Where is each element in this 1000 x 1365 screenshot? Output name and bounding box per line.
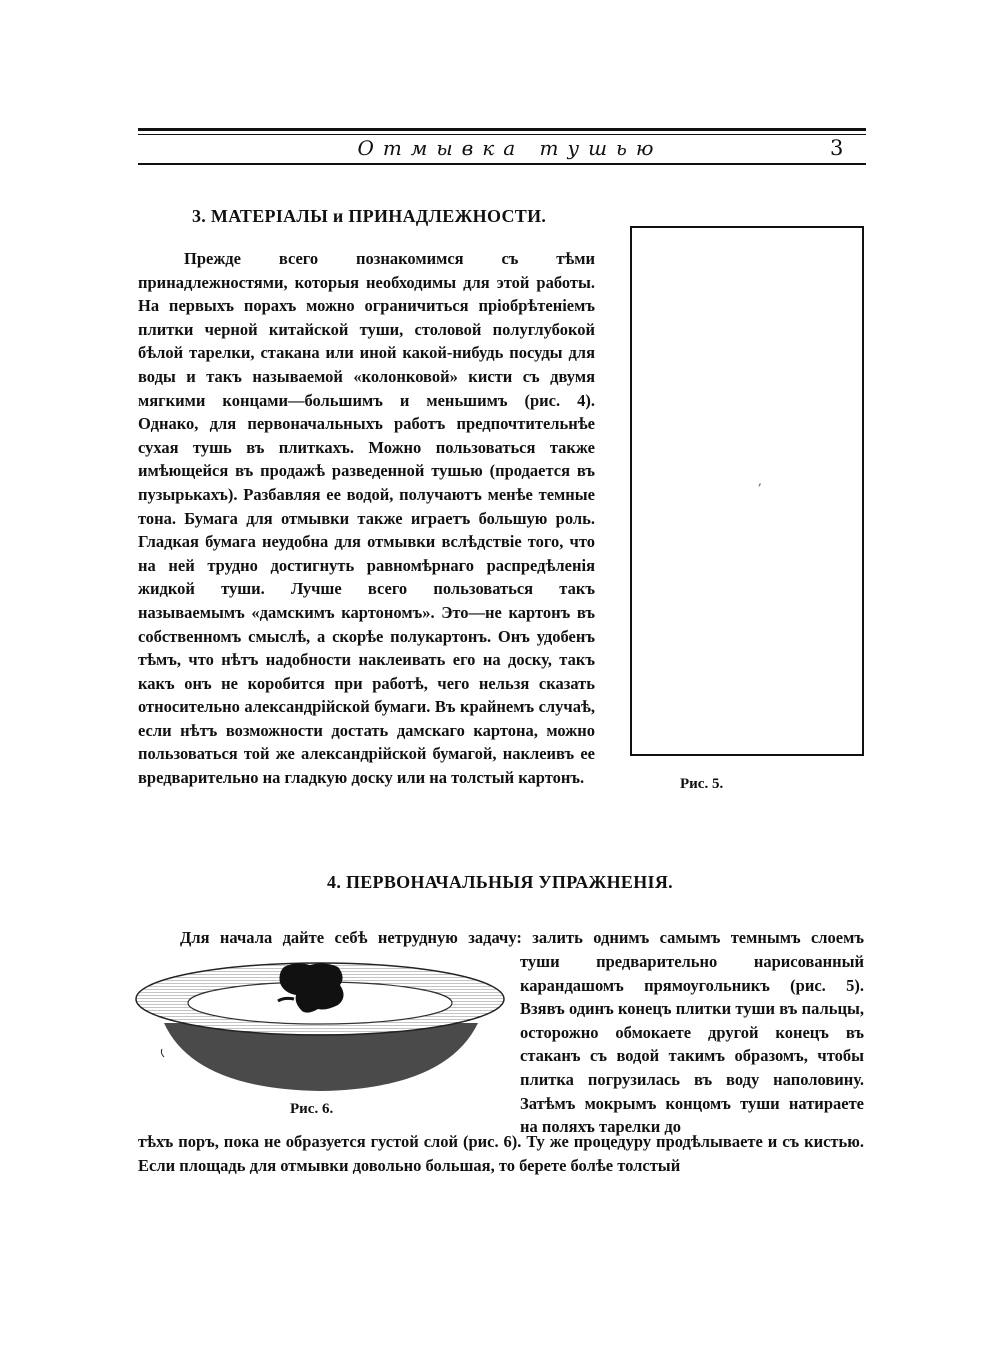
page-number: 3: [830, 136, 844, 160]
figure-5-caption: Рис. 5.: [680, 776, 724, 792]
figure-6-caption: Рис. 6.: [290, 1101, 334, 1117]
section-4-heading: 4. ПЕРВОНАЧАЛЬНЫЯ УПРАЖНЕНІЯ.: [327, 872, 673, 892]
header-rule-thin: [138, 134, 866, 135]
section-3-heading: 3. МАТЕРІАЛЫ и ПРИНАДЛЕЖНОСТИ.: [192, 206, 547, 226]
section-3-paragraph: Прежде всего познакомимся съ тѣми принадлежностями, которыя необходимы для этой работы. На первыхъ порахъ можно ограничиться пріобрѣтеніемъ плитки черной китайской туши, столовой полуглубокой бѣлой тарелки, стакана или иной какой-нибудь посуды для воды и такъ называемой «колонковой» кисти съ двумя мягкими концами—большимъ и меньшимъ (рис. 4). Однако, для первоначальныхъ работъ предпочтительнѣе сухая тушь въ плиткахъ. Можно пользоваться также имѣющейся въ продажѣ разведенной тушью (продается въ пузырькахъ). Разбавляя ее водой, получаютъ менѣе темные тона. Бумага для отмывки также играетъ большую роль. Гладкая бумага неудобна для отмывки вслѣдствіе того, что на ней трудно достигнуть равномѣрнаго распредѣленія жидкой туши. Лучше всего пользоваться такъ называемымъ «дамскимъ картономъ». Это—не картонъ въ собственномъ смыслѣ, а скорѣе полукартонъ. Онъ удобенъ тѣмъ, что нѣтъ надобности наклеивать его на доску, такъ какъ онъ не коробится при работѣ, чего нельзя сказать относительно александрійской бумаги. Въ крайнемъ случаѣ, если нѣтъ возможности достать дамскаго картона, можно пользоваться той же александрійской бумагой, наклеивъ ее вредварительно на гладкую доску или на толстый картонъ.: [138, 249, 595, 788]
figure-6-plate-illustration: [134, 953, 506, 1093]
header-rule-bottom: [138, 163, 866, 165]
pencil-mark: ,: [758, 474, 762, 488]
section-4-rest-text: тѣхъ поръ, пока не образуется густой слой (рис. 6). Ту же процедуру продѣлываете и съ кистью. Если площадь для отмывки довольно большая, то берете болѣе толстый: [138, 1132, 864, 1175]
section-4-wrapped-text: туши предварительно нарисованный карандашомъ прямоугольникъ (рис. 5). Взявъ одинъ конецъ плитки туши въ пальцы, осторожно обмокаете другой конецъ въ стаканъ съ водой такимъ образомъ, чтобы плитка погрузилась въ воду наполовину. Затѣмъ мокрымъ концомъ туши натираете на поляхъ тарелки до: [520, 952, 864, 1137]
figure-5-rectangle: [630, 226, 864, 756]
header-rule-top: [138, 128, 866, 131]
running-title: Отмывка тушью: [357, 136, 663, 160]
section-4-first-line: Для начала дайте себѣ нетрудную задачу: залить однимъ самымъ темнымъ слоемъ: [180, 928, 864, 947]
